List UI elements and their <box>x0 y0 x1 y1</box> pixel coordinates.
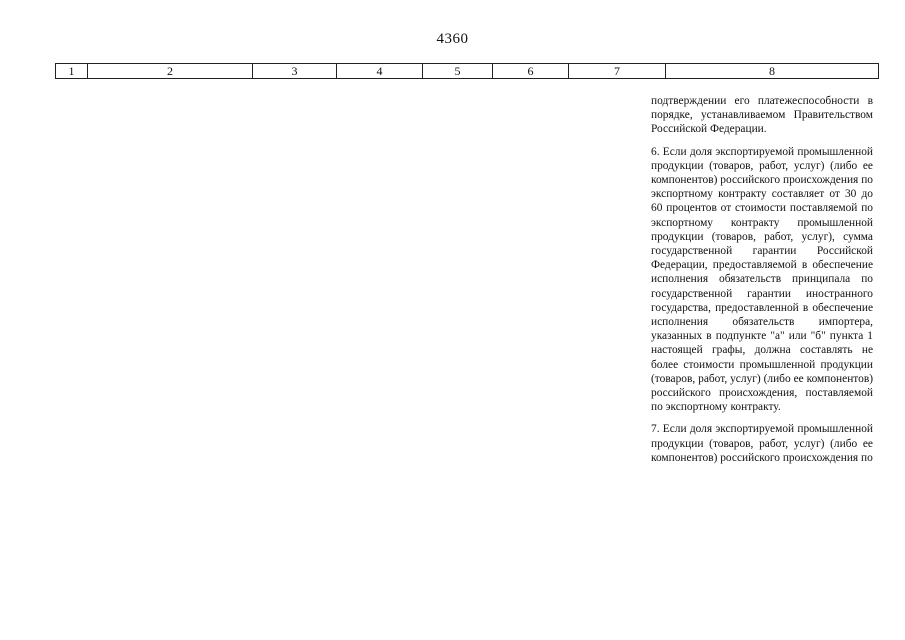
column-8-text <box>651 94 873 465</box>
column-number-cell: 2 <box>88 64 253 79</box>
column-number-cell: 5 <box>423 64 493 79</box>
paragraph-item-6: 6. Если доля экспортируемой промышленной продукции (товаров, работ, услуг) (либо ее компонентов) российского происхождения по экспортному контракту составляет от 30 до 60 процентов от стоимости поставляемой по экспортному контракту промышленной продукции (товаров, работ, услуг), сумма государственной гарантии Российской Федерации, предоставляемой в обеспечение исполнения обязательств принципала по государственной гарантии иностранного государства, предоставленной в обеспечение исполнения обязательств импортера, указанных в подпункте "а" или "б" пункта 1 настоящей графы, должна составлять не более стоимости промышленной продукции (товаров, работ, услуг) (либо ее компонентов) российского происхождения, поставляемой по экспортному контракту. <box>651 145 873 414</box>
column-number-cell: 3 <box>253 64 337 79</box>
column-number-cell: 7 <box>569 64 666 79</box>
paragraph-continuation: подтверждении его платежеспособности в порядке, устанавливаемом Правительством Российской Федерации. <box>651 95 873 136</box>
paragraph-item-7: 7. Если доля экспортируемой промышленной продукции (товаров, работ, услуг) (либо ее компонентов) российского происхождения по <box>651 423 873 464</box>
column-number-cell: 8 <box>666 64 879 79</box>
column-number-header-table <box>55 63 879 79</box>
page-number: 4360 <box>436 31 469 47</box>
column-number-cell: 1 <box>56 64 88 79</box>
column-number-cell: 4 <box>337 64 423 79</box>
column-number-cell: 6 <box>493 64 569 79</box>
column-number-row <box>56 64 879 79</box>
